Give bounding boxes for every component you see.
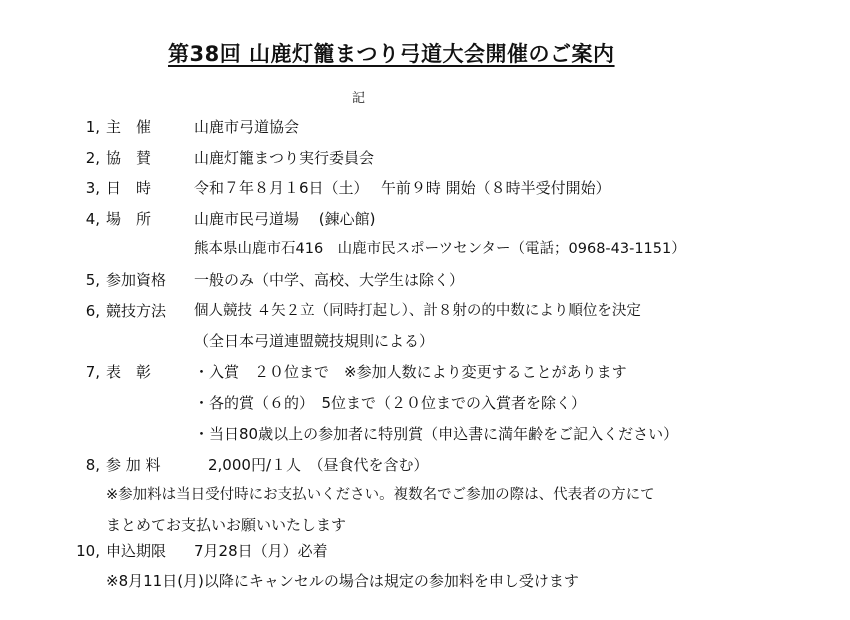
item-label: 参加資格 — [106, 271, 167, 289]
item-number: 10, — [76, 542, 100, 560]
item-value: ・入賞 ２０位まで ※参加人数により変更することがあります — [194, 363, 627, 381]
item-label: 主 催 — [106, 118, 152, 136]
item-label: 参 加 料 — [106, 456, 161, 474]
item-number: 2, — [85, 149, 100, 167]
item-value: 山鹿灯籠まつり実行委員会 — [194, 149, 375, 167]
item-value: 山鹿市民弓道場 (錬心館) — [194, 210, 376, 228]
item-number: 7, — [85, 363, 100, 381]
item-label: 競技方法 — [106, 302, 167, 320]
item-value: 7月28日（月）必着 — [194, 542, 328, 560]
item-competition-rule-note: （全日本弓道連盟競技規則による） — [194, 332, 435, 350]
item-fee-note-2: まとめてお支払いお願いいたします — [106, 516, 347, 534]
ki-heading: 記 — [352, 91, 366, 106]
page-title: 第38回 山鹿灯籠まつり弓道大会開催のご案内 — [168, 42, 615, 66]
item-value: 山鹿市弓道協会 — [194, 118, 300, 136]
item-label: 表 彰 — [106, 363, 152, 381]
item-label: 申込期限 — [106, 542, 167, 560]
item-label: 場 所 — [106, 210, 152, 228]
item-value: 一般のみ（中学、高校、大学生は除く） — [194, 271, 465, 289]
item-number: 5, — [85, 271, 100, 289]
item-number: 8, — [85, 456, 100, 474]
item-value: 令和７年８月１6日（土） 午前９時 開始（８時半受付開始） — [194, 179, 611, 197]
item-value: 個人競技 ４矢２立（同時打起し）、計８射の的中数により順位を決定 — [194, 303, 641, 319]
item-number: 1, — [85, 118, 100, 136]
item-number: 6, — [85, 302, 100, 320]
item-value: 2,000円/１人 （昼食代を含む） — [208, 456, 429, 474]
item-number: 4, — [85, 210, 100, 228]
item-label: 日 時 — [106, 179, 152, 197]
item-label: 協 賛 — [106, 149, 152, 167]
item-deadline-note: ※8月11日(月)以降にキャンセルの場合は規定の参加料を申し受けます — [106, 572, 579, 590]
item-venue-address: 熊本県山鹿市石416 山鹿市民スポーツセンター（電話；0968-43-1151） — [194, 241, 686, 257]
item-number: 3, — [85, 179, 100, 197]
item-fee-note-1: ※参加料は当日受付時にお支払いください。複数名でご参加の際は、代表者の方にて — [106, 487, 655, 503]
item-awards-line-3: ・当日80歳以上の参加者に特別賞（申込書に満年齢をご記入ください） — [194, 425, 679, 443]
item-awards-line-2: ・各的賞（６的） 5位まで（２０位までの入賞者を除く） — [194, 394, 587, 412]
